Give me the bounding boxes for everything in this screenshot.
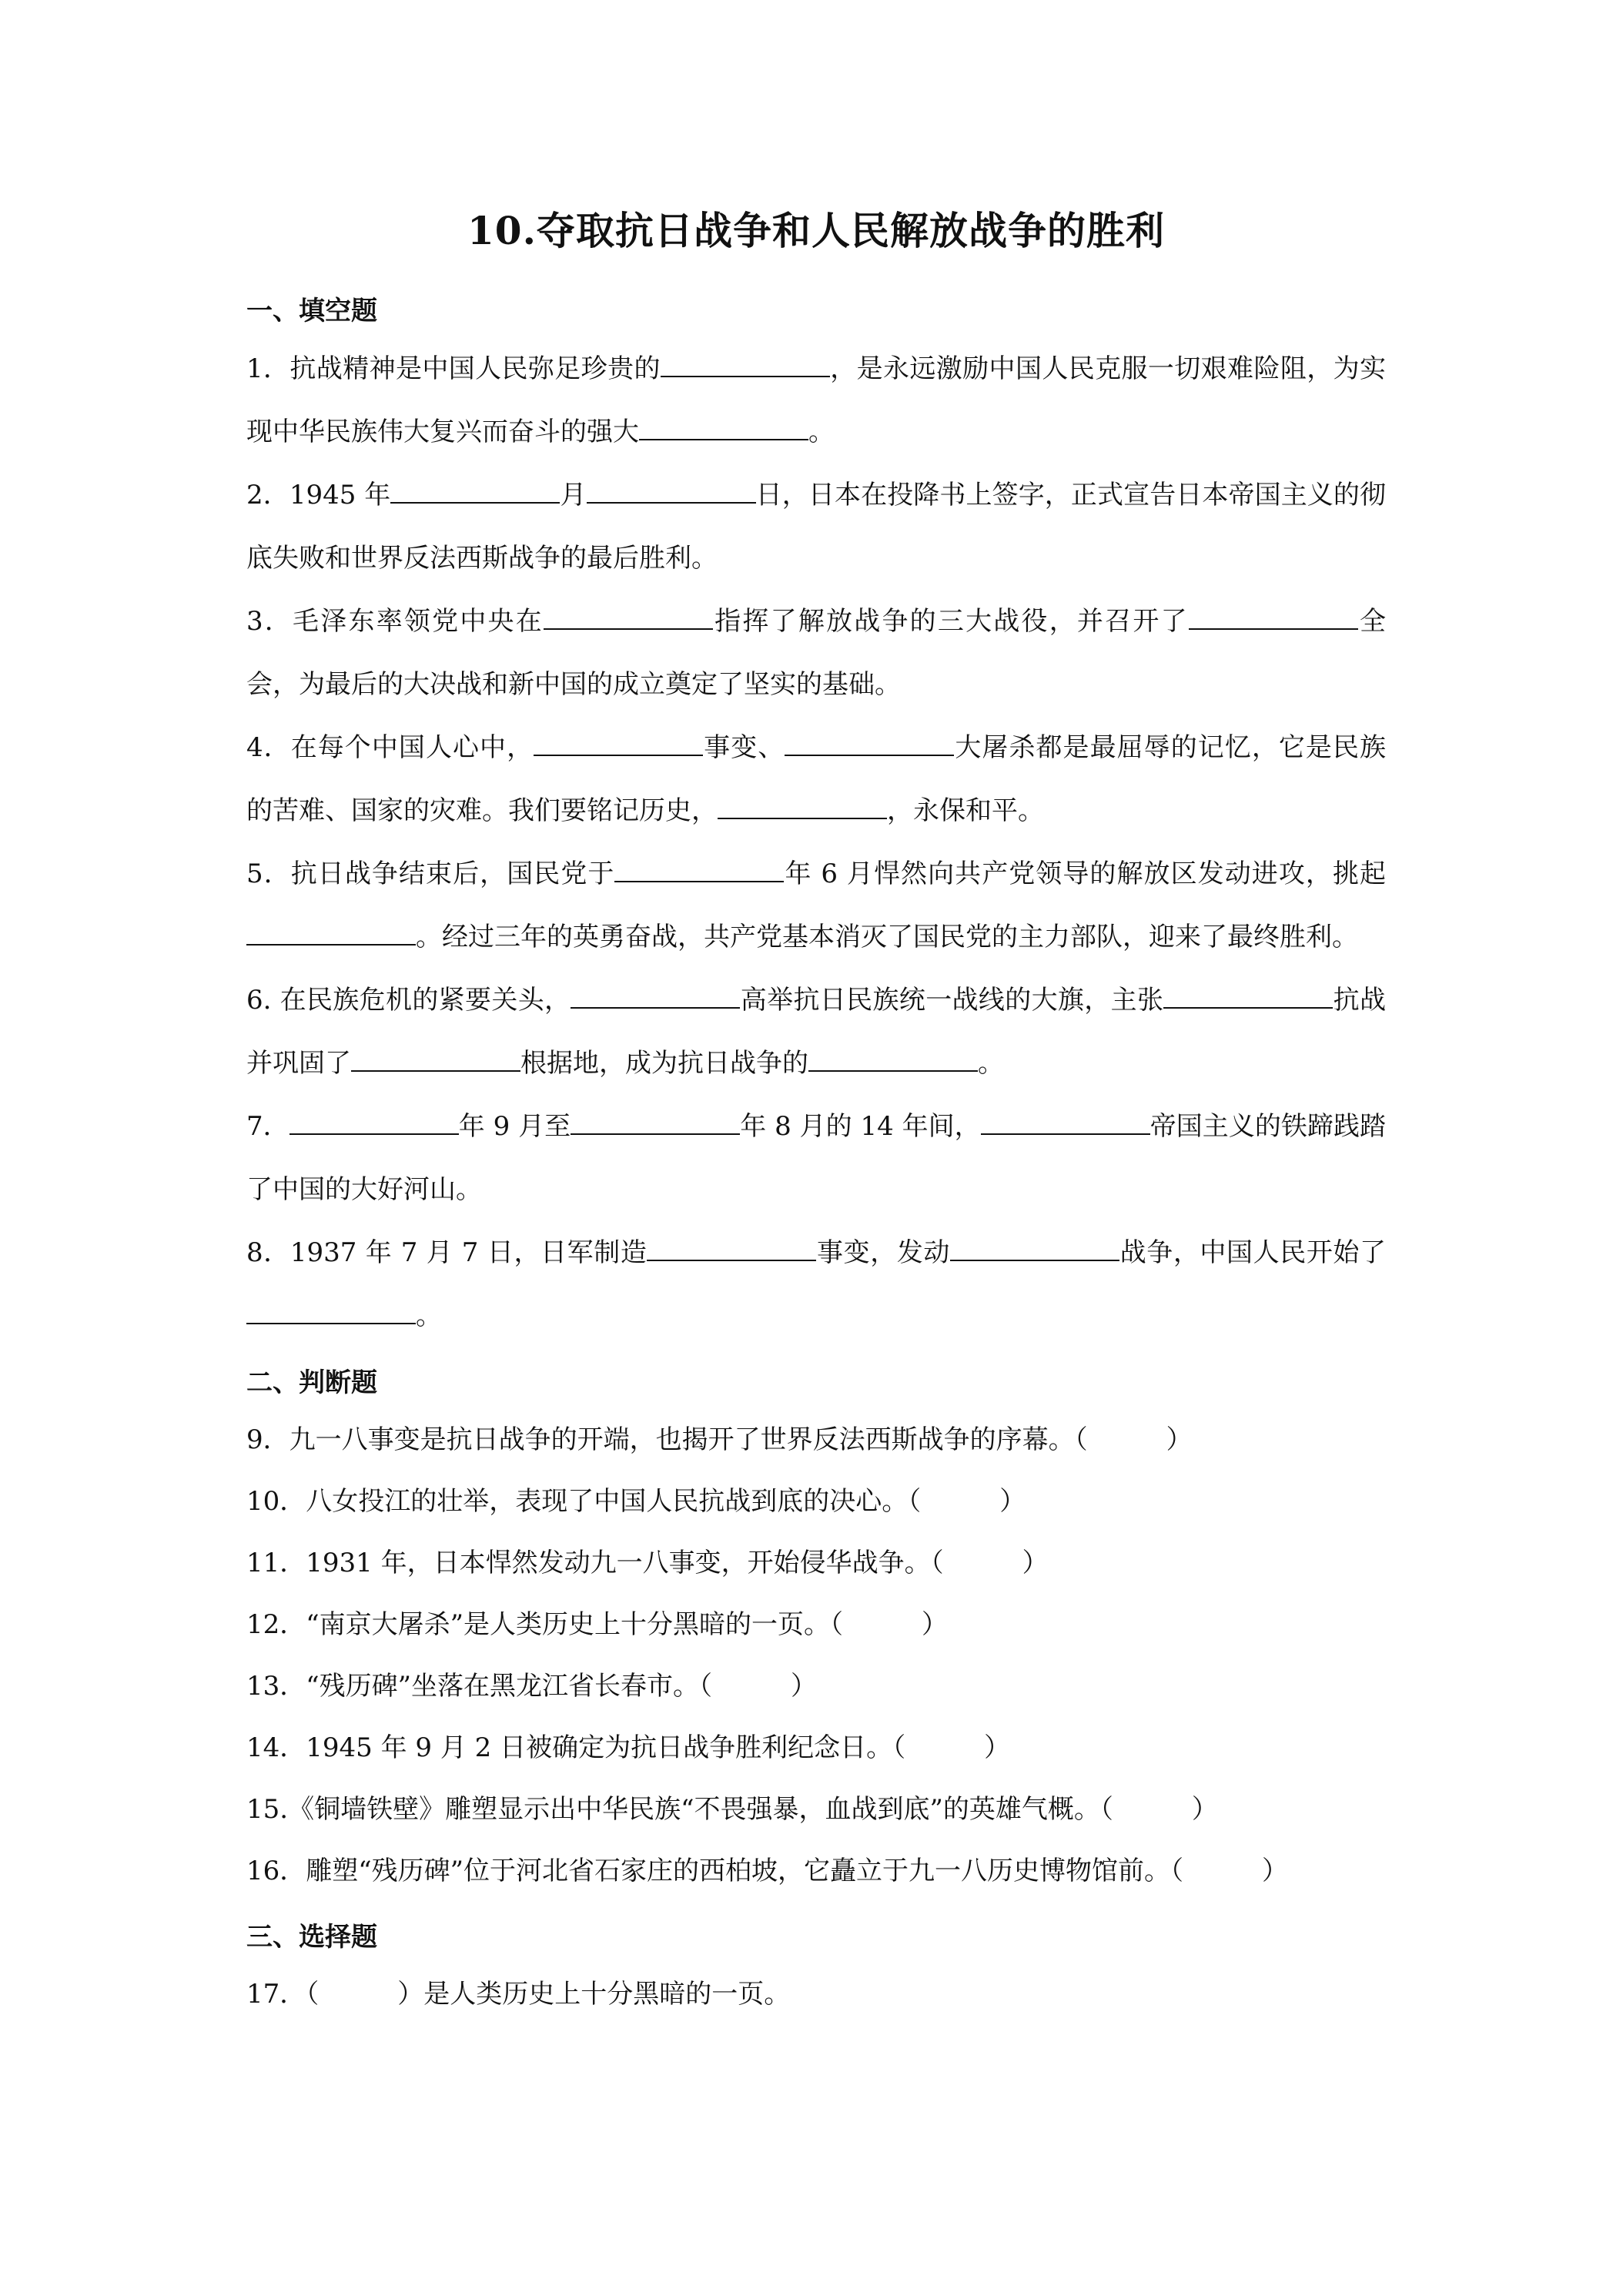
question-15: 15.《铜墙铁壁》雕塑显示出中华民族“不畏强暴，血战到底”的英雄气概。（ ） — [246, 1794, 1218, 1825]
question-8: 8．1937 年 7 月 7 日，日军制造 事变，发动 战争，中国人民开始了。 — [246, 1237, 1387, 1331]
answer-blank[interactable] — [390, 479, 560, 504]
question-6: 6. 在民族危机的紧要关头， 高举抗日民族统一战线的大旗，主张 抗战并巩固了 根据地，成为抗日战争的 。 — [246, 985, 1387, 1079]
answer-blank[interactable] — [571, 1110, 740, 1135]
answer-blank[interactable] — [1163, 984, 1333, 1009]
answer-parentheses[interactable]: （ ） — [892, 1732, 1011, 1763]
question-5: 5．抗日战争结束后，国民党于 年 6 月悍然向共产党领导的解放区发动进攻，挑起。经过三年的英勇奋战，共产党基本消灭了国民党的主力部队，迎来了最终胜利。 — [246, 858, 1386, 952]
answer-blank[interactable] — [661, 353, 830, 377]
question-16: 16．雕塑“残历碑”位于河北省石家庄的西柏坡，它矗立于九一八历史博物馆前。（ ） — [246, 1856, 1289, 1886]
answer-parentheses[interactable]: （ ） — [1170, 1856, 1289, 1886]
answer-blank[interactable] — [614, 858, 784, 882]
answer-parentheses[interactable]: （ ） — [306, 1979, 424, 2010]
answer-blank[interactable] — [1189, 605, 1358, 630]
answer-blank[interactable] — [950, 1237, 1119, 1261]
answer-parentheses[interactable]: （ ） — [1099, 1794, 1218, 1825]
worksheet-page — [246, 200, 1386, 2025]
section-title-fill: 一、填空题 — [246, 296, 377, 326]
question-7: 7． 年 9 月至 年 8 月的 14 年间， 帝国主义的铁蹄践踏了中国的大好河山。 — [246, 1111, 1386, 1205]
question-11: 11．1931 年，日本悍然发动九一八事变，开始侵华战争。（ ） — [246, 1548, 1049, 1578]
section-title-choice: 三、选择题 — [246, 1922, 377, 1953]
answer-blank[interactable] — [718, 795, 887, 819]
question-10: 10．八女投江的壮举，表现了中国人民抗战到底的决心。（ ） — [246, 1486, 1026, 1517]
answer-blank[interactable] — [785, 731, 954, 756]
question-9: 9．九一八事变是抗日战争的开端，也揭开了世界反法西斯战争的序幕。（ ） — [246, 1424, 1193, 1455]
answer-blank[interactable] — [808, 1047, 978, 1072]
answer-blank[interactable] — [639, 416, 808, 440]
section-title-judge: 二、判断题 — [246, 1367, 377, 1398]
answer-blank[interactable] — [351, 1047, 520, 1072]
page-title: 10.夺取抗日战争和人民解放战争的胜利 — [467, 208, 1165, 253]
answer-blank[interactable] — [981, 1110, 1150, 1135]
answer-blank[interactable] — [647, 1237, 816, 1261]
question-13: 13．“残历碑”坐落在黑龙江省长春市。（ ） — [246, 1671, 818, 1702]
answer-parentheses[interactable]: （ ） — [1074, 1424, 1193, 1455]
answer-blank[interactable] — [571, 984, 740, 1009]
answer-parentheses[interactable]: （ ） — [830, 1609, 949, 1640]
answer-blank[interactable] — [289, 1110, 459, 1135]
answer-blank[interactable] — [587, 479, 756, 504]
answer-parentheses[interactable]: （ ） — [908, 1486, 1026, 1517]
question-14: 14．1945 年 9 月 2 日被确定为抗日战争胜利纪念日。（ ） — [246, 1732, 1011, 1763]
answer-parentheses[interactable]: （ ） — [699, 1671, 818, 1702]
question-2: 2．1945 年 月 日，日本在投降书上签字，正式宣告日本帝国主义的彻底失败和世界反法西斯战争的最后胜利。 — [246, 480, 1387, 574]
question-3: 3．毛泽东率领党中央在 指挥了解放战争的三大战役，并召开了 全会，为最后的大决战和新中国的成立奠定了坚实的基础。 — [246, 606, 1387, 700]
question-17: 17．（ ）是人类历史上十分黑暗的一页。 — [246, 1979, 791, 2010]
answer-blank[interactable] — [534, 731, 703, 756]
answer-blank[interactable] — [246, 921, 416, 946]
question-1: 1．抗战精神是中国人民弥足珍贵的 ，是永远激励中国人民克服一切艰难险阻，为实现中华民族伟大复兴而奋斗的强大 。 — [246, 353, 1386, 447]
answer-blank[interactable] — [544, 605, 713, 630]
question-4: 4．在每个中国人心中， 事变、 大屠杀都是最屈辱的记忆，它是民族的苦难、国家的灾难。我们要铭记历史， ，永保和平。 — [246, 732, 1387, 826]
question-12: 12．“南京大屠杀”是人类历史上十分黑暗的一页。（ ） — [246, 1609, 949, 1640]
answer-blank[interactable] — [246, 1300, 416, 1324]
answer-parentheses[interactable]: （ ） — [930, 1548, 1049, 1578]
